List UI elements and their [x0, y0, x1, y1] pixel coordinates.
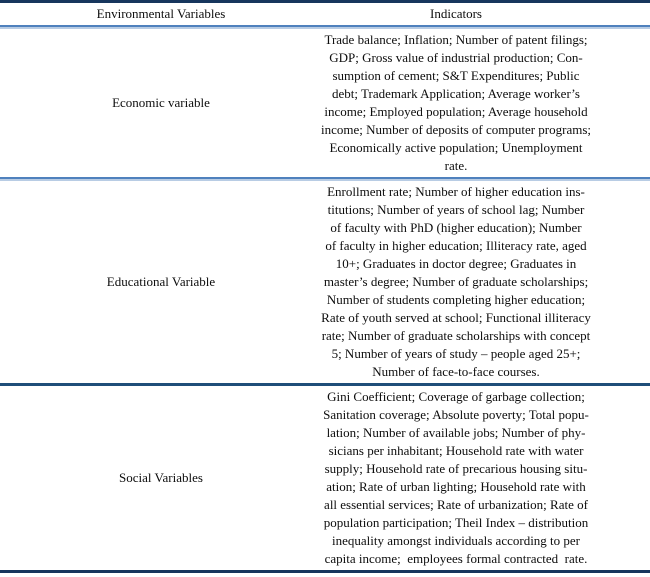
- indicator-line: master’s degree; Number of graduate scholarships;: [323, 274, 589, 289]
- indicator-line: ation; Rate of urban lighting; Household rate with: [326, 479, 586, 494]
- table-row: [0, 29, 650, 177]
- indicator-line: debt; Trademark Application; Average worker’s: [332, 86, 580, 101]
- indicator-line: Number of face-to-face courses.: [372, 364, 540, 379]
- indicator-line: GDP; Gross value of industrial production; Con-: [329, 50, 583, 65]
- indicator-line: all essential services; Rate of urbanization; Rate of: [324, 497, 588, 512]
- variable-cell: Economic variable: [112, 95, 210, 110]
- indicators-cell: [270, 31, 650, 175]
- indicator-line: sicians per inhabitant; Household rate with water: [328, 443, 584, 458]
- variable-cell: Social Variables: [119, 470, 203, 485]
- indicator-line: supply; Household rate of precarious housing situ-: [324, 461, 588, 476]
- indicator-line: Enrollment rate; Number of higher education ins-: [327, 184, 585, 199]
- variable-cell: Educational Variable: [106, 274, 216, 289]
- indicators-cell: [270, 388, 650, 568]
- indicator-line: Rate of youth served at school; Functional illiteracy: [321, 310, 591, 325]
- indicator-line: Number of students completing higher education;: [326, 292, 586, 307]
- indicator-line: lation; Number of available jobs; Number of phy-: [326, 425, 586, 440]
- indicator-line: income; Employed population; Average household: [324, 104, 588, 119]
- indicator-line: Gini Coefficient; Coverage of garbage collection;: [327, 389, 585, 404]
- indicator-line: Sanitation coverage; Absolute poverty; Total popu-: [323, 407, 589, 422]
- table-row: [0, 181, 650, 383]
- indicator-line: capita income; employees formal contracted rate.: [324, 551, 588, 566]
- indicator-line: sumption of cement; S&T Expenditures; Public: [332, 68, 580, 83]
- column-header-indicators: Indicators: [430, 6, 482, 21]
- indicator-line: inequality amongst individuals according to per: [331, 533, 581, 548]
- indicator-line: 5; Number of years of study – people aged 25+;: [331, 346, 581, 361]
- indicator-line: rate; Number of graduate scholarships with concept: [321, 328, 591, 343]
- indicators-cell: [270, 183, 650, 381]
- indicator-line: Economically active population; Unemployment: [329, 140, 583, 155]
- indicator-line: population participation; Theil Index – distribution: [323, 515, 589, 530]
- table-header-row: [0, 3, 650, 25]
- table-row: [0, 386, 650, 570]
- column-header-environmental-variables: Environmental Variables: [96, 6, 226, 21]
- indicator-line: of faculty in higher education; Illiteracy rate, aged: [325, 238, 587, 253]
- indicator-line: of faculty with PhD (higher education); Number: [330, 220, 582, 235]
- table-body: [0, 29, 650, 570]
- indicator-line: income; Number of deposits of computer programs;: [320, 122, 592, 137]
- indicator-line: Trade balance; Inflation; Number of patent filings;: [324, 32, 588, 47]
- indicator-line: rate.: [444, 158, 468, 173]
- indicator-line: titutions; Number of years of school lag; Number: [327, 202, 585, 217]
- indicator-line: 10+; Graduates in doctor degree; Graduates in: [335, 256, 577, 271]
